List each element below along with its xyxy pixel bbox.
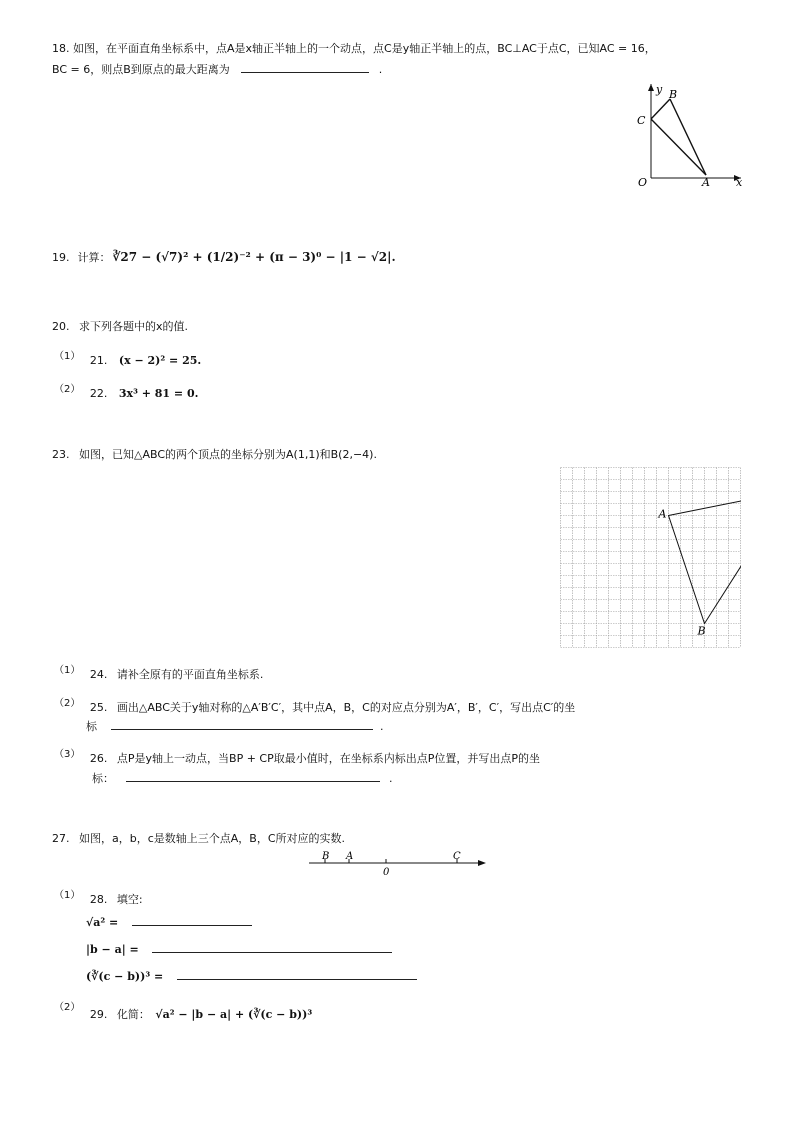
q20-number: 20. bbox=[52, 320, 70, 333]
number-line-arrow-icon bbox=[478, 860, 486, 866]
q18-text-2: BC = 6，则点B到原点的最大距离为 bbox=[52, 63, 230, 76]
q23-part3 bbox=[54, 745, 540, 765]
q21-number: 21. bbox=[89, 354, 108, 367]
q27-number: 27. bbox=[52, 832, 70, 845]
q27-text: 如图，a，b，c是数轴上三个点A，B，C所对应的实数. bbox=[79, 832, 346, 845]
q28-row-2 bbox=[86, 942, 392, 956]
q28-row-1 bbox=[86, 915, 252, 929]
part-tag: （1） bbox=[54, 351, 81, 362]
q19-expression: ∛27 − (√7)² + (1/2)⁻² + (π − 3)⁰ − |1 − √2|. bbox=[112, 250, 396, 264]
label-o: O bbox=[638, 176, 648, 189]
q25-line2: 标 . bbox=[86, 720, 384, 733]
label-zero: 0 bbox=[383, 867, 390, 878]
part-tag: （1） bbox=[54, 890, 81, 901]
q18-number: 18. bbox=[52, 42, 70, 55]
q27-part1 bbox=[54, 886, 143, 906]
y-axis-arrow-icon bbox=[648, 84, 654, 91]
q23-part1 bbox=[54, 661, 264, 681]
segment-ba bbox=[670, 99, 706, 175]
label-c: C bbox=[453, 851, 461, 862]
q27-number-line bbox=[305, 848, 489, 880]
q25-answer-blank[interactable] bbox=[111, 719, 373, 730]
label-b: B bbox=[669, 88, 678, 101]
q28-expression-3: (∛(c − b))³ = bbox=[86, 970, 164, 983]
q22-number: 22. bbox=[89, 387, 108, 400]
q21-expression: (x − 2)² = 25. bbox=[118, 354, 202, 367]
q20-part2 bbox=[54, 380, 199, 400]
q24-text: 请补全原有的平面直角坐标系. bbox=[116, 668, 264, 681]
part-tag: （1） bbox=[54, 665, 81, 676]
part-tag: （3） bbox=[54, 749, 81, 760]
q24-number: 24. bbox=[89, 668, 108, 681]
q25-number: 25. bbox=[89, 701, 108, 714]
label-b: B bbox=[697, 624, 706, 638]
q28-row-3 bbox=[86, 969, 417, 983]
q18-line1 bbox=[52, 40, 656, 56]
q20-text: 求下列各题中的x的值. bbox=[79, 320, 189, 333]
q26-answer-blank[interactable] bbox=[126, 771, 380, 782]
q19-label: 计算： bbox=[77, 251, 111, 264]
segment-ca bbox=[651, 119, 706, 175]
q25-text: 画出△ABC关于y轴对称的△A′B′C′，其中点A，B，C的对应点分别为A′，B′，C′，写出点C′的坐 bbox=[116, 701, 576, 714]
q19-number: 19. bbox=[52, 250, 70, 264]
q19-line bbox=[52, 240, 396, 274]
q29-number: 29. bbox=[89, 1008, 108, 1021]
q20-line bbox=[52, 318, 188, 334]
part-tag: （2） bbox=[54, 384, 81, 395]
q22-expression: 3x³ + 81 = 0. bbox=[118, 387, 199, 400]
q29-expression: √a² − |b − a| + (∛(c − b))³ bbox=[155, 1008, 313, 1021]
q28-expression-1: √a² = bbox=[86, 916, 119, 929]
q26-number: 26. bbox=[89, 752, 108, 765]
q28-blank-2[interactable] bbox=[152, 942, 392, 953]
part-tag: （2） bbox=[54, 698, 81, 709]
q18-answer-blank[interactable] bbox=[241, 62, 369, 73]
label-y: y bbox=[656, 83, 663, 96]
q18-line2: BC = 6，则点B到原点的最大距离为 . bbox=[52, 63, 383, 76]
q27-part2 bbox=[54, 998, 313, 1021]
q29-label: 化简： bbox=[116, 1008, 150, 1021]
label-a: A bbox=[658, 507, 667, 521]
q28-blank-3[interactable] bbox=[177, 969, 417, 980]
q23-part2 bbox=[54, 694, 576, 714]
q18-text: 如图，在平面直角坐标系中，点A是x轴正半轴上的一个动点，点C是y轴正半轴上的点，BC⊥AC于点C，已知AC = 16， bbox=[73, 42, 656, 55]
q26-text: 点P是y轴上一动点，当BP + CP取最小值时，在坐标系内标出点P位置，并写出点P的坐 bbox=[116, 752, 540, 765]
q23-grid-figure bbox=[560, 467, 741, 648]
q20-part1 bbox=[54, 347, 202, 367]
q28-expression-2: |b − a| = bbox=[86, 943, 139, 956]
segment-cb bbox=[651, 99, 670, 119]
label-c: C bbox=[637, 114, 646, 127]
q26-line2: 标： . bbox=[92, 772, 393, 785]
q23-number: 23. bbox=[52, 448, 70, 461]
label-a: A bbox=[346, 851, 354, 862]
label-x: x bbox=[736, 176, 743, 189]
q23-text: 如图，已知△ABC的两个顶点的坐标分别为A(1,1)和B(2,−4). bbox=[79, 448, 377, 461]
label-b: B bbox=[322, 851, 330, 862]
q23-line bbox=[52, 446, 377, 462]
part-tag: （2） bbox=[54, 1002, 81, 1013]
q18-figure bbox=[628, 78, 748, 190]
q27-line bbox=[52, 830, 345, 846]
q28-number: 28. bbox=[89, 893, 108, 906]
label-a: A bbox=[702, 176, 710, 189]
q28-blank-1[interactable] bbox=[132, 915, 252, 926]
q28-label: 填空: bbox=[116, 893, 143, 906]
